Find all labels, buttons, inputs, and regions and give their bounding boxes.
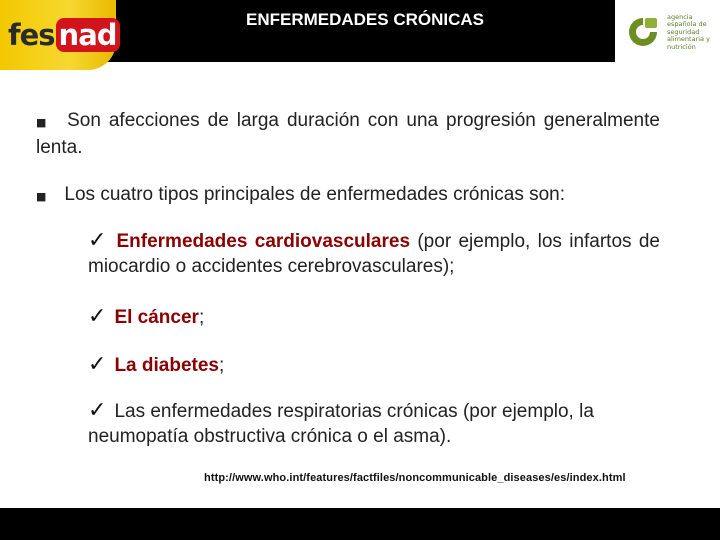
- item-text: ;: [198, 307, 205, 328]
- list-item-diabetes: [88, 352, 660, 378]
- list-item-cardiovascular: [88, 228, 660, 279]
- item-term: La diabetes: [114, 355, 219, 376]
- slide-content: [36, 108, 660, 209]
- bullet-1-text: Son afecciones de larga duración con una progresión generalmente lenta.: [36, 110, 660, 158]
- page-title: ENFERMEDADES CRÓNICAS: [245, 10, 485, 29]
- bullet-2-text: Los cuatro tipos principales de enfermedades crónicas son:: [64, 184, 566, 205]
- square-bullet-icon: ■: [36, 190, 47, 203]
- aesan-logo: [615, 0, 720, 62]
- aesan-logo-text: agencia española de seguridad alimentaria y nutrición: [667, 13, 710, 51]
- list-item-cancer: [88, 304, 660, 330]
- footer-bar: [0, 508, 720, 540]
- square-bullet-icon: ■: [36, 116, 50, 129]
- item-text: (por ejemplo, los infartos de miocardio o accidentes cerebrovasculares);: [88, 231, 660, 277]
- fesnad-logo-text: fes nad: [8, 18, 120, 52]
- item-term: Enfermedades cardiovasculares: [116, 231, 411, 252]
- aesan-emblem-icon: [623, 14, 663, 50]
- item-text: ;: [218, 355, 225, 376]
- item-term: El cáncer: [114, 307, 199, 328]
- checkmark-icon: ✓: [88, 228, 109, 253]
- checkmark-icon: ✓: [88, 352, 107, 377]
- source-link[interactable]: http://www.who.int/features/factfiles/noncommunicable_diseases/es/index.html: [204, 472, 626, 484]
- fesnad-logo: [0, 0, 116, 70]
- list-item-respiratory: [88, 398, 660, 449]
- checkmark-icon: ✓: [88, 398, 107, 423]
- item-text: Las enfermedades respiratorias crónicas (por ejemplo, la neumopatía obstructiva crónica o el asma).: [88, 401, 594, 447]
- bullet-2: [36, 182, 660, 209]
- checkmark-icon: ✓: [88, 304, 107, 329]
- bullet-1: [36, 108, 660, 160]
